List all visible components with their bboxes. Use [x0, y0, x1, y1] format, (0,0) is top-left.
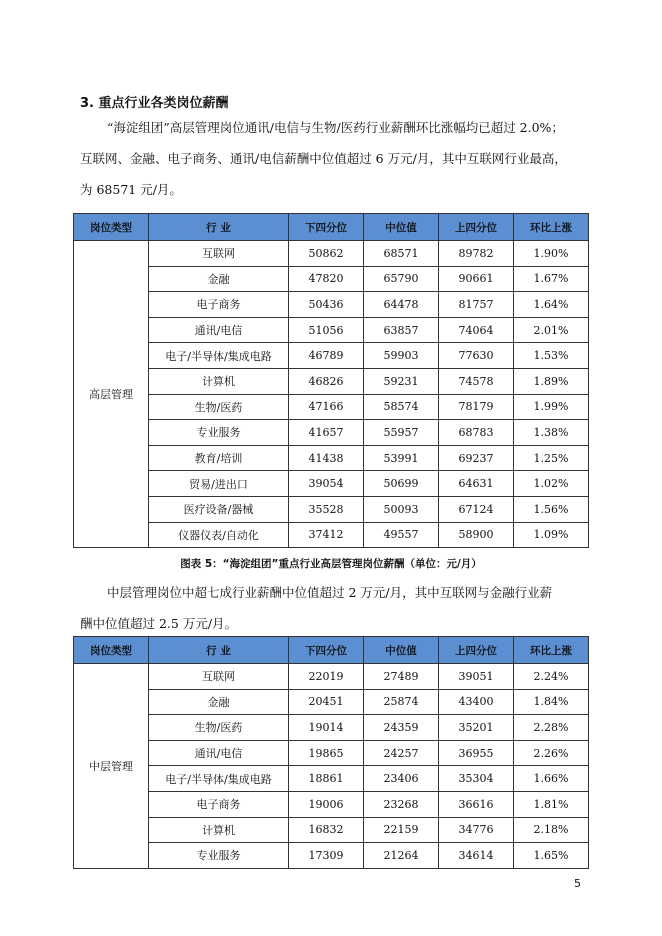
- table-row: [74, 664, 589, 690]
- upper-quartile-cell: 34614: [439, 843, 514, 869]
- table-row: [74, 715, 589, 741]
- upper-quartile-cell: 69237: [439, 445, 514, 471]
- header-upper-quartile: 上四分位: [439, 214, 514, 241]
- industry-cell: 电子/半导体/集成电路: [149, 343, 289, 369]
- lower-quartile-cell: 50436: [289, 292, 364, 318]
- industry-cell: 生物/医药: [149, 394, 289, 420]
- table-row: [74, 843, 589, 869]
- median-cell: 53991: [364, 445, 439, 471]
- lower-quartile-cell: 17309: [289, 843, 364, 869]
- growth-cell: 1.65%: [514, 843, 589, 869]
- upper-quartile-cell: 64631: [439, 471, 514, 497]
- growth-cell: 2.24%: [514, 664, 589, 690]
- growth-cell: 2.18%: [514, 817, 589, 843]
- median-cell: 27489: [364, 664, 439, 690]
- upper-quartile-cell: 74064: [439, 317, 514, 343]
- table-row: [74, 317, 589, 343]
- lower-quartile-cell: 19865: [289, 740, 364, 766]
- lower-quartile-cell: 51056: [289, 317, 364, 343]
- industry-cell: 生物/医药: [149, 715, 289, 741]
- upper-quartile-cell: 68783: [439, 420, 514, 446]
- paragraph-line: 中层管理岗位中超七成行业薪酬中位值超过 2 万元/月，其中互联网与金融行业薪: [107, 585, 553, 600]
- position-type-cell: 高层管理: [74, 241, 149, 548]
- paragraph-senior: [80, 112, 590, 205]
- header-type: 岗位类型: [74, 637, 149, 664]
- industry-cell: 贸易/进出口: [149, 471, 289, 497]
- median-cell: 49557: [364, 522, 439, 548]
- median-cell: 22159: [364, 817, 439, 843]
- growth-cell: 1.81%: [514, 791, 589, 817]
- table-row: [74, 689, 589, 715]
- industry-cell: 互联网: [149, 664, 289, 690]
- growth-cell: 1.84%: [514, 689, 589, 715]
- median-cell: 50093: [364, 496, 439, 522]
- industry-cell: 电子商务: [149, 791, 289, 817]
- table-row: [74, 817, 589, 843]
- growth-cell: 1.64%: [514, 292, 589, 318]
- growth-cell: 1.89%: [514, 368, 589, 394]
- median-cell: 50699: [364, 471, 439, 497]
- table-row: [74, 266, 589, 292]
- growth-cell: 2.26%: [514, 740, 589, 766]
- industry-cell: 教育/培训: [149, 445, 289, 471]
- industry-cell: 专业服务: [149, 843, 289, 869]
- median-cell: 59903: [364, 343, 439, 369]
- median-cell: 55957: [364, 420, 439, 446]
- table-header-row: [74, 637, 589, 664]
- growth-cell: 1.90%: [514, 241, 589, 267]
- industry-cell: 电子商务: [149, 292, 289, 318]
- header-lower-quartile: 下四分位: [289, 214, 364, 241]
- industry-cell: 计算机: [149, 817, 289, 843]
- upper-quartile-cell: 36616: [439, 791, 514, 817]
- upper-quartile-cell: 35304: [439, 766, 514, 792]
- table-row: [74, 420, 589, 446]
- lower-quartile-cell: 19006: [289, 791, 364, 817]
- paragraph-line: “海淀组团”高层管理岗位通讯/电信与生物/医药行业薪酬环比涨幅均已超过 2.0%；: [107, 120, 564, 135]
- upper-quartile-cell: 39051: [439, 664, 514, 690]
- section-title: 3. 重点行业各类岗位薪酬: [80, 96, 229, 111]
- header-upper-quartile: 上四分位: [439, 637, 514, 664]
- lower-quartile-cell: 47166: [289, 394, 364, 420]
- upper-quartile-cell: 58900: [439, 522, 514, 548]
- industry-cell: 通讯/电信: [149, 740, 289, 766]
- median-cell: 63857: [364, 317, 439, 343]
- lower-quartile-cell: 46826: [289, 368, 364, 394]
- upper-quartile-cell: 74578: [439, 368, 514, 394]
- median-cell: 64478: [364, 292, 439, 318]
- industry-cell: 金融: [149, 266, 289, 292]
- growth-cell: 1.38%: [514, 420, 589, 446]
- industry-cell: 互联网: [149, 241, 289, 267]
- growth-cell: 1.25%: [514, 445, 589, 471]
- paragraph-middle: [80, 577, 590, 639]
- lower-quartile-cell: 22019: [289, 664, 364, 690]
- lower-quartile-cell: 35528: [289, 496, 364, 522]
- median-cell: 65790: [364, 266, 439, 292]
- lower-quartile-cell: 20451: [289, 689, 364, 715]
- table-row: [74, 471, 589, 497]
- header-type: 岗位类型: [74, 214, 149, 241]
- median-cell: 24359: [364, 715, 439, 741]
- median-cell: 59231: [364, 368, 439, 394]
- table-row: [74, 791, 589, 817]
- median-cell: 68571: [364, 241, 439, 267]
- industry-cell: 电子/半导体/集成电路: [149, 766, 289, 792]
- lower-quartile-cell: 50862: [289, 241, 364, 267]
- lower-quartile-cell: 18861: [289, 766, 364, 792]
- median-cell: 24257: [364, 740, 439, 766]
- header-growth: 环比上涨: [514, 214, 589, 241]
- growth-cell: 1.99%: [514, 394, 589, 420]
- upper-quartile-cell: 36955: [439, 740, 514, 766]
- middle-salary-table: [73, 636, 589, 869]
- table-row: [74, 522, 589, 548]
- table-row: [74, 740, 589, 766]
- lower-quartile-cell: 41657: [289, 420, 364, 446]
- table-row: [74, 394, 589, 420]
- median-cell: 23268: [364, 791, 439, 817]
- position-type-cell: 中层管理: [74, 664, 149, 869]
- growth-cell: 1.66%: [514, 766, 589, 792]
- page-number: 5: [574, 877, 581, 890]
- lower-quartile-cell: 41438: [289, 445, 364, 471]
- industry-cell: 通讯/电信: [149, 317, 289, 343]
- lower-quartile-cell: 19014: [289, 715, 364, 741]
- table-row: [74, 241, 589, 267]
- upper-quartile-cell: 89782: [439, 241, 514, 267]
- lower-quartile-cell: 47820: [289, 266, 364, 292]
- growth-cell: 1.02%: [514, 471, 589, 497]
- industry-cell: 计算机: [149, 368, 289, 394]
- upper-quartile-cell: 43400: [439, 689, 514, 715]
- lower-quartile-cell: 37412: [289, 522, 364, 548]
- growth-cell: 1.09%: [514, 522, 589, 548]
- upper-quartile-cell: 77630: [439, 343, 514, 369]
- header-industry: 行 业: [149, 214, 289, 241]
- industry-cell: 专业服务: [149, 420, 289, 446]
- table-row: [74, 766, 589, 792]
- lower-quartile-cell: 39054: [289, 471, 364, 497]
- header-median: 中位值: [364, 637, 439, 664]
- paragraph-line: 酬中位值超过 2.5 万元/月。: [80, 616, 238, 631]
- upper-quartile-cell: 67124: [439, 496, 514, 522]
- median-cell: 21264: [364, 843, 439, 869]
- table-caption: 图表 5：“海淀组团”重点行业高层管理岗位薪酬（单位：元/月）: [180, 558, 482, 570]
- upper-quartile-cell: 81757: [439, 292, 514, 318]
- paragraph-line: 互联网、金融、电子商务、通讯/电信薪酬中位值超过 6 万元/月，其中互联网行业最高，: [80, 151, 567, 166]
- median-cell: 58574: [364, 394, 439, 420]
- table-row: [74, 343, 589, 369]
- growth-cell: 1.56%: [514, 496, 589, 522]
- header-median: 中位值: [364, 214, 439, 241]
- industry-cell: 金融: [149, 689, 289, 715]
- paragraph-line: 为 68571 元/月。: [80, 182, 182, 197]
- header-growth: 环比上涨: [514, 637, 589, 664]
- median-cell: 25874: [364, 689, 439, 715]
- senior-salary-table: [73, 213, 589, 548]
- industry-cell: 仪器仪表/自动化: [149, 522, 289, 548]
- table-header-row: [74, 214, 589, 241]
- header-industry: 行 业: [149, 637, 289, 664]
- lower-quartile-cell: 16832: [289, 817, 364, 843]
- median-cell: 23406: [364, 766, 439, 792]
- upper-quartile-cell: 78179: [439, 394, 514, 420]
- upper-quartile-cell: 90661: [439, 266, 514, 292]
- header-lower-quartile: 下四分位: [289, 637, 364, 664]
- table-row: [74, 292, 589, 318]
- table-row: [74, 496, 589, 522]
- lower-quartile-cell: 46789: [289, 343, 364, 369]
- industry-cell: 医疗设备/器械: [149, 496, 289, 522]
- table-row: [74, 368, 589, 394]
- upper-quartile-cell: 34776: [439, 817, 514, 843]
- growth-cell: 1.53%: [514, 343, 589, 369]
- growth-cell: 2.01%: [514, 317, 589, 343]
- upper-quartile-cell: 35201: [439, 715, 514, 741]
- growth-cell: 1.67%: [514, 266, 589, 292]
- table-row: [74, 445, 589, 471]
- growth-cell: 2.28%: [514, 715, 589, 741]
